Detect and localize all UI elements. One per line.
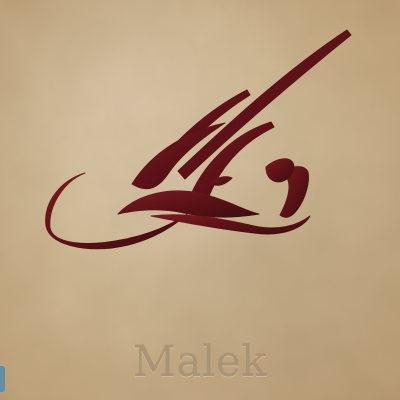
calligraphy-curve (118, 191, 259, 217)
caption-malek: Malek (132, 337, 268, 386)
calligraphy-sweep-stroke (46, 173, 187, 249)
corner-mark (0, 366, 5, 392)
calligraphy-long-diagonal (178, 30, 351, 179)
